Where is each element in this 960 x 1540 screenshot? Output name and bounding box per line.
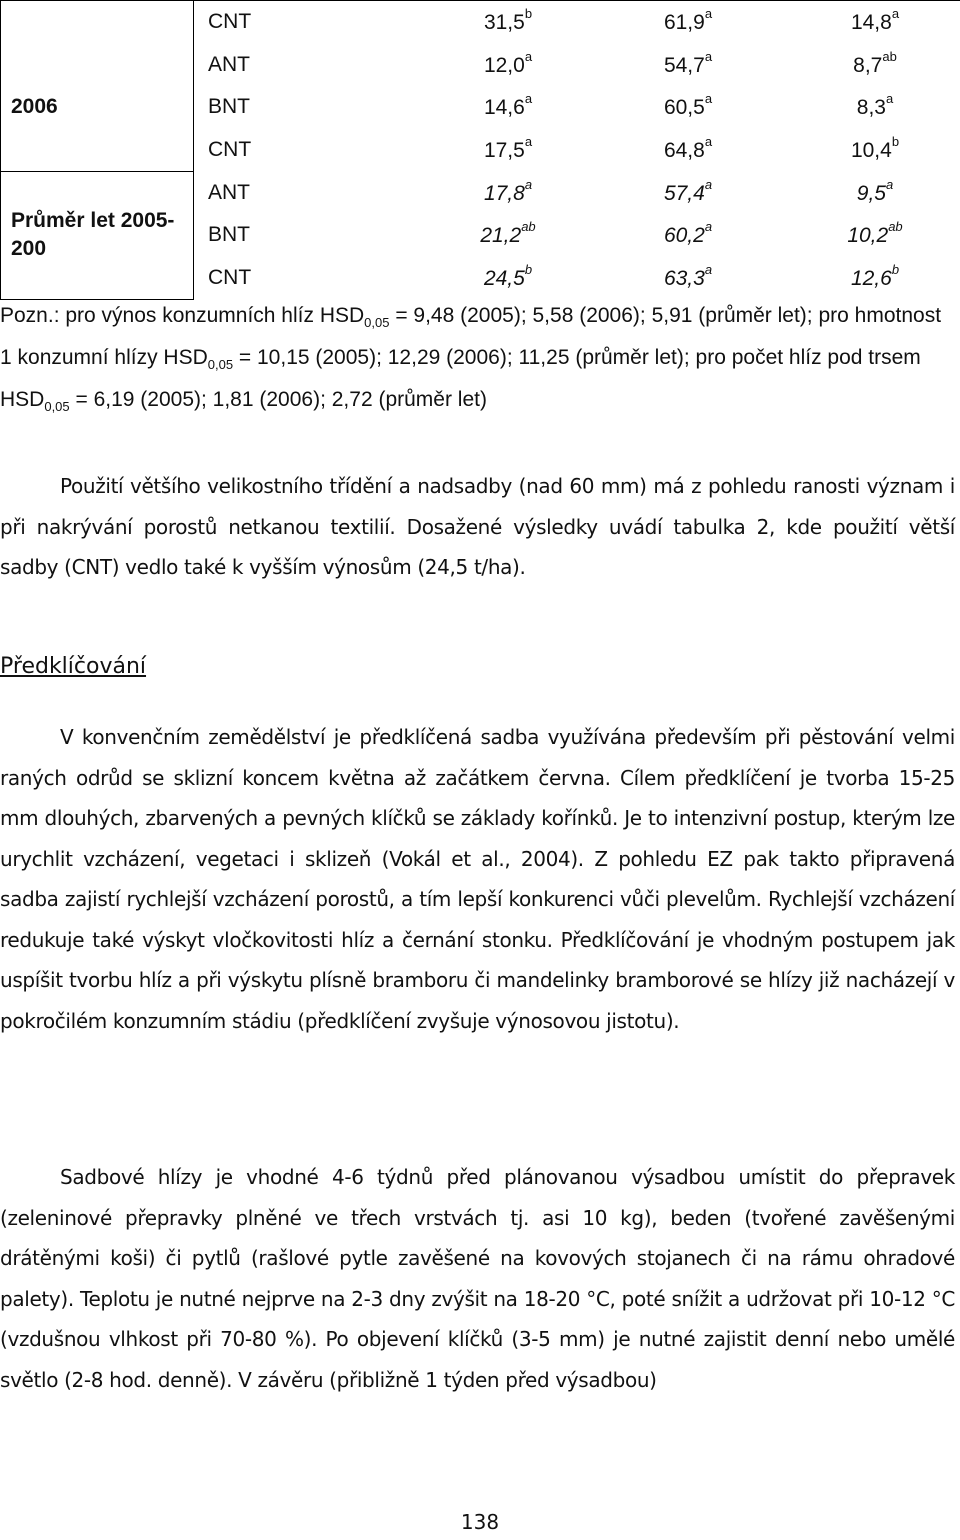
significance-mark: a [704, 91, 713, 107]
value-cell: 10,4$^b$ [778, 129, 960, 172]
value-cell: 17,5$^a$ [483, 134, 533, 163]
page-number: 138 [460, 1510, 500, 1534]
significance-mark: a [524, 176, 533, 192]
significance-mark: a [704, 48, 713, 64]
value-cell: 10,2$^{ab}$ [778, 214, 960, 257]
significance-mark: ab [882, 48, 897, 64]
variant-cell: ANT [208, 180, 250, 204]
significance-mark: a [885, 91, 894, 107]
variant-cell: BNT [208, 95, 250, 119]
paragraph-larger-seed: Použití většího velikostního třídění a nadsadby (nad 60 mm) má z pohledu ranosti význam i při nakrývání porostů netkanou textilií. Dosažené výsledky uvádí tabulka 2, kde použití větší sadby (CNT) vedlo také k vyšším výnosům (24,5 t/ha). [0, 474, 955, 579]
paragraph-presprouting: V konvenčním zemědělství je předklíčená sadba využívána především při pěstování velmi raných odrůd se sklizní koncem května až začátkem června. Cílem předklíčení je tvorba 15-25 mm dlouhých, zbarvených a pevných klíčků se základy kořínků. Je to intenzivní postup, kterým lze urychlit vzcházení, vegetaci i sklizeň (Vokál et al., 2004). Z pohledu EZ pak takto připravená sadba zajistí rychlejší vzcházení porostů, a tím lepší konkurenci vůči plevelům. Rychlejší vzcházení redukuje také výskyt vločkovitosti hlíz a černání stonku. Předklíčování je vhodným postupem jak uspíšit tvorbu hlíz a při výskytu plísně bramboru či mandelinky bramborové se hlízy již nacházejí v pokročilém konzumním stádiu (předklíčení zvyšuje výnosovou jistotu). [0, 725, 955, 1033]
value-cell: 60,2$^a$ [663, 219, 713, 248]
significance-mark: a [704, 219, 713, 235]
value-cell: 21,2$^{ab}$ [480, 219, 536, 248]
significance-mark: b [524, 261, 533, 277]
significance-mark: ab [521, 219, 536, 235]
section-heading: Předklíčování [0, 654, 147, 679]
value-cell: 63,3$^a$ [663, 261, 713, 290]
value-cell: 12,6$^b$ [778, 257, 960, 300]
value-cell: 14,8$^a$ [778, 1, 960, 44]
group-cell-2006-continued [1, 1, 194, 44]
value-cell: 31,5$^b$ [418, 1, 598, 44]
value-cell: 60,5$^a$ [663, 91, 713, 120]
variant-cell: ANT [208, 52, 250, 76]
results-table [0, 0, 960, 300]
table-row [1, 171, 960, 214]
group-cell-average: Průměr let 2005-200 [1, 171, 194, 299]
significance-mark: a [885, 176, 894, 192]
variant-cell: CNT [194, 1, 419, 44]
value-cell: 61,9$^a$ [598, 1, 778, 44]
value-cell: 24,5$^b$ [483, 261, 533, 290]
significance-mark: ab [888, 219, 903, 235]
significance-mark: a [704, 261, 713, 277]
significance-mark: b [524, 6, 533, 22]
value-cell: 8,3$^a$ [778, 86, 960, 129]
value-cell: 12,0$^a$ [483, 48, 533, 77]
significance-mark: b [891, 261, 900, 277]
significance-mark: a [704, 134, 713, 150]
significance-mark: b [891, 134, 900, 150]
variant-cell: CNT [208, 265, 252, 289]
significance-mark: a [524, 134, 533, 150]
value-cell: 14,6$^a$ [483, 91, 533, 120]
significance-mark: a [704, 176, 713, 192]
value-cell: 17,8$^a$ [483, 176, 533, 205]
variant-cell: BNT [208, 223, 250, 247]
table-row [1, 44, 960, 87]
significance-mark: a [524, 48, 533, 64]
significance-mark: a [524, 91, 533, 107]
paragraph-seed-tubers: Sadbové hlízy je vhodné 4-6 týdnů před plánovanou výsadbou umístit do přepravek (zeleninové přepravky plněné ve třech vrstvách tj. asi 10 kg), beden (tvořené zavěšenými drátěnými koši) či pytlů (rašlové pytle zavěšené na kovových stojanech či na rámu ohradové palety). Teplotu je nutné nejprve na 2-3 dny zvýšit na 18-20 °C, poté snížit a udržovat při 10-12 °C (vzdušnou vlhkost při 70-80 %). Po objevení klíčků (3-5 mm) je nutné zajistit denní nebo umělé světlo (2-8 hod. denně). V závěru (přibližně 1 týden před výsadbou) [0, 1165, 955, 1392]
value-cell: 8,7$^{ab}$ [778, 44, 960, 87]
significance-mark: a [704, 6, 713, 22]
significance-mark: a [891, 6, 900, 22]
table-note: Pozn.: pro výnos konzumních hlíz $HSD_{0,05} = 9,48$ (2005); 5,58 (2006); 5,91 (průměr let); pro hmotnost 1 konzumní hlízy $HSD_{0,05} = 10,15$ (2005); 12,29 (2006); 11,25 (průměr let); pro počet hlíz pod trsem $HSD_{0,05} = 6,19$ (2005); 1,81 (2006); 2,72 (průměr let) [0, 304, 942, 415]
variant-cell: CNT [208, 138, 252, 162]
group-cell-2006: 2006 [1, 44, 194, 172]
value-cell: 9,5$^a$ [778, 171, 960, 214]
value-cell: 57,4$^a$ [663, 176, 713, 205]
value-cell: 64,8$^a$ [663, 134, 713, 163]
table-row [1, 1, 960, 44]
value-cell: 54,7$^a$ [663, 48, 713, 77]
